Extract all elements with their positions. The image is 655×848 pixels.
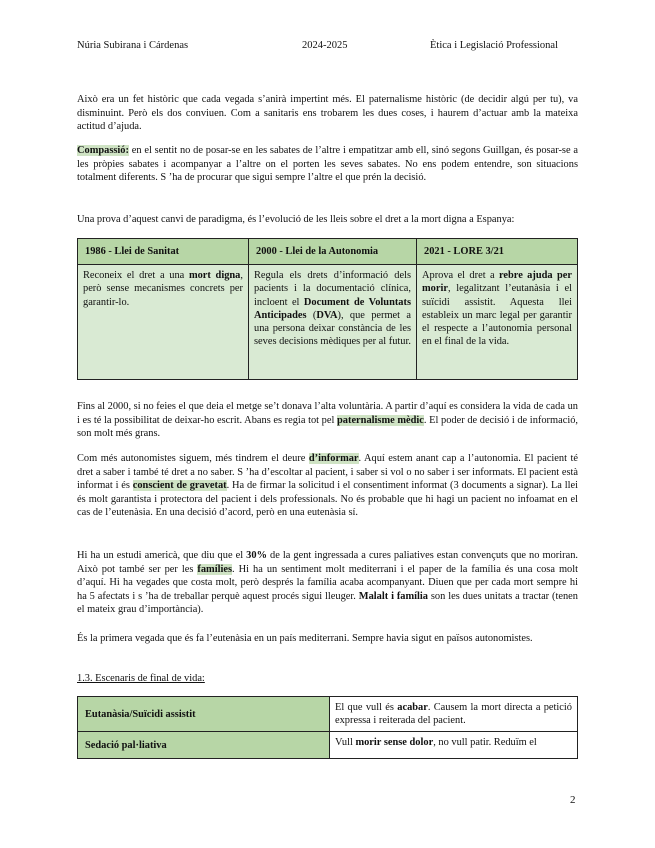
scenario-euthanasia-desc: El que vull és acabar. Causem la mort directa a petició expressa i reiterada del pacient. [330, 697, 578, 732]
scenario-sedation-label: Sedació pal·liativa [78, 732, 330, 759]
laws-header-2021: 2021 - LORE 3/21 [417, 239, 578, 265]
laws-header-2000: 2000 - Llei de la Autonomia [249, 239, 417, 265]
laws-cell-2000: Regula els drets d’informació dels pacients i la documentació clínica, incloent el Document de Voluntats Anticipades (DVA), que permet a una persona deixar constància de les seves decisions mèdiques per al futur. [249, 265, 417, 380]
inform-highlight: d’informar [308, 453, 359, 464]
paragraph-paternalism: Això era un fet històric que cada vegada s’anirà impertint més. El paternalisme històric (de decidir algú per tu), va disminuint. Però els dos conviuen. Com a sanitaris ens trobarem les dues coses, i haurem d’actuar amb la mateixa actitud d’ajuda. [77, 94, 578, 133]
scenario-row [78, 697, 578, 732]
laws-header-1986: 1986 - Llei de Sanitat [78, 239, 249, 265]
paragraph-informing: Com més autonomistes siguem, més tindrem el deure d’informar. Aquí estem anant cap a l’autonomia. El pacient té dret a saber i també té dret a no saber. S ’ha d’escoltar al pacient, i saber si vol o no saber i ser informats. El pacient està informat i és conscient de gravetat. Ha de firmar la solicitud i el consentiment informat (3 documents a signar). La llei és molt garantista i protectora del pacient i dels professionals. No és probable que hi hagi un pacient no infoamat en el cas de l’eutenàsia. En una decisió d’acord, però en una eutenàsia sí. [77, 453, 578, 519]
gravity-highlight: conscient de gravetat [132, 480, 227, 492]
laws-table-header-row [78, 239, 578, 265]
scenario-row [78, 732, 578, 759]
scenarios-table [77, 696, 578, 759]
paragraph-families: Hi ha un estudi americà, que diu que el 30% de la gent ingressada a cures paliatives estan convençuts que no moriran. Això pot també ser per les famílies. Hi ha un sentiment molt mediterrani i el paper de la família és una cosa molt d’aquí. Hi ha vegades que costa molt, però després la família acaba acompanyant. Diuen que per cada mort sempre hi ha 5 afectats i s ’ha de treballar perquè aquest procés sigui lleuger. Malalt i família son les dues unitats a tractar (tenen el mateix grau d’importància). [77, 550, 578, 616]
paragraph-medical-paternalism: Fins al 2000, si no feies el que deia el metge se’t donava l’alta voluntària. A partir d’aquí es considera la vida de cada un i es té la possibilitat de deixar-ho escrit. Abans es regia tot pel paternalisme mèdic. El poder de decisió i de informació, son molt més grans. [77, 401, 578, 440]
laws-table-row [78, 265, 578, 380]
header-year: 2024-2025 [302, 40, 348, 51]
compassion-term: Compassió: [77, 145, 129, 156]
families-highlight: famílies [197, 563, 233, 575]
paternalism-highlight: paternalisme mèdic [337, 414, 424, 426]
section-heading: 1.3. Escenaris de final de vida: [77, 673, 205, 684]
page-number: 2 [570, 794, 576, 806]
laws-table [77, 238, 578, 380]
scenario-euthanasia-label: Eutanàsia/Suïcidi assistit [78, 697, 330, 732]
header-author: Núria Subirana i Cárdenas [77, 40, 189, 51]
paragraph-law-intro: Una prova d’aquest canvi de paradigma, és l’evolució de les lleis sobre el dret a la mort digna a Espanya: [77, 214, 515, 225]
laws-cell-2021: Aprova el dret a rebre ajuda per morir, legalitzant l’eutanàsia i el suïcidi assistit. Aquesta llei estableix un marc legal per garantir el respecte a l’autonomia personal en el final de la vida. [417, 265, 578, 380]
laws-cell-1986: Reconeix el dret a una mort digna, però sense mecanismes concrets per garantir-lo. [78, 265, 249, 380]
scenario-sedation-desc: Vull morir sense dolor, no vull patir. Reduïm el [330, 732, 578, 759]
header-subject: Ètica i Legislació Professional [430, 40, 559, 51]
paragraph-compassion: Compassió: en el sentit no de posar-se en les sabates de l’altre i empatitzar amb ell, sinó segons Guillgan, és posar-se a les pròpies sabates i acompanyar a l’altre on el porten les seves sabates. No ens podem entendre, son situacions totalment diferents. S ’ha de procurar que sigui sempre l’altre el que prén la decisió. [77, 145, 578, 184]
paragraph-mediterranean: És la primera vegada que és fa l’eutenàsia en un país mediterrani. Sempre havia sigut en països autonomistes. [77, 633, 533, 644]
